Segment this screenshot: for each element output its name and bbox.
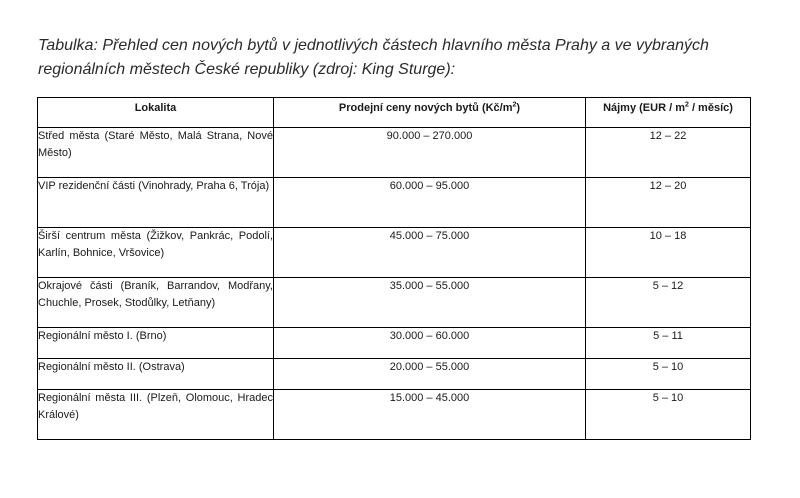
table-header-row [38,98,751,128]
table-row [38,390,751,440]
cell-price: 35.000 – 55.000 [274,278,586,328]
cell-rent: 5 – 10 [586,359,751,390]
table-row [38,278,751,328]
table-row [38,359,751,390]
table-row [38,228,751,278]
cell-lokalita: VIP rezidenční části (Vinohrady, Praha 6, Trója) [38,178,274,228]
cell-lokalita: Regionální města III. (Plzeň, Olomouc, Hradec Králové) [38,390,274,440]
header-rent: Nájmy ($EUR / m^2$ / měsíc) [586,98,751,128]
table-row [38,178,751,228]
price-table [37,97,751,440]
cell-rent: 5 – 11 [586,328,751,359]
cell-price: 60.000 – 95.000 [274,178,586,228]
cell-price: 45.000 – 75.000 [274,228,586,278]
table-row [38,128,751,178]
cell-lokalita: Okrajové části (Braník, Barrandov, Modřany, Chuchle, Prosek, Stodůlky, Letňany) [38,278,274,328]
cell-lokalita: Střed města (Staré Město, Malá Strana, Nové Město) [38,128,274,178]
header-lokalita: Lokalita [38,98,274,128]
table-row [38,328,751,359]
cell-price: 90.000 – 270.000 [274,128,586,178]
cell-rent: 5 – 12 [586,278,751,328]
cell-lokalita: Regionální město I. (Brno) [38,328,274,359]
cell-rent: 12 – 20 [586,178,751,228]
table-caption: Tabulka: Přehled cen nových bytů v jednotlivých částech hlavního města Prahy a ve vybraných regionálních městech České republiky (zdroj: King Sturge): [38,37,709,78]
header-prices: Prodejní ceny nových bytů $(Kč/m^2)$ [274,98,586,128]
cell-lokalita: Širší centrum města (Žižkov, Pankrác, Podolí, Karlín, Bohnice, Vršovice) [38,228,274,278]
cell-rent: 5 – 10 [586,390,751,440]
cell-rent: 12 – 22 [586,128,751,178]
cell-price: 15.000 – 45.000 [274,390,586,440]
cell-price: 20.000 – 55.000 [274,359,586,390]
cell-lokalita: Regionální město II. (Ostrava) [38,359,274,390]
cell-rent: 10 – 18 [586,228,751,278]
cell-price: 30.000 – 60.000 [274,328,586,359]
